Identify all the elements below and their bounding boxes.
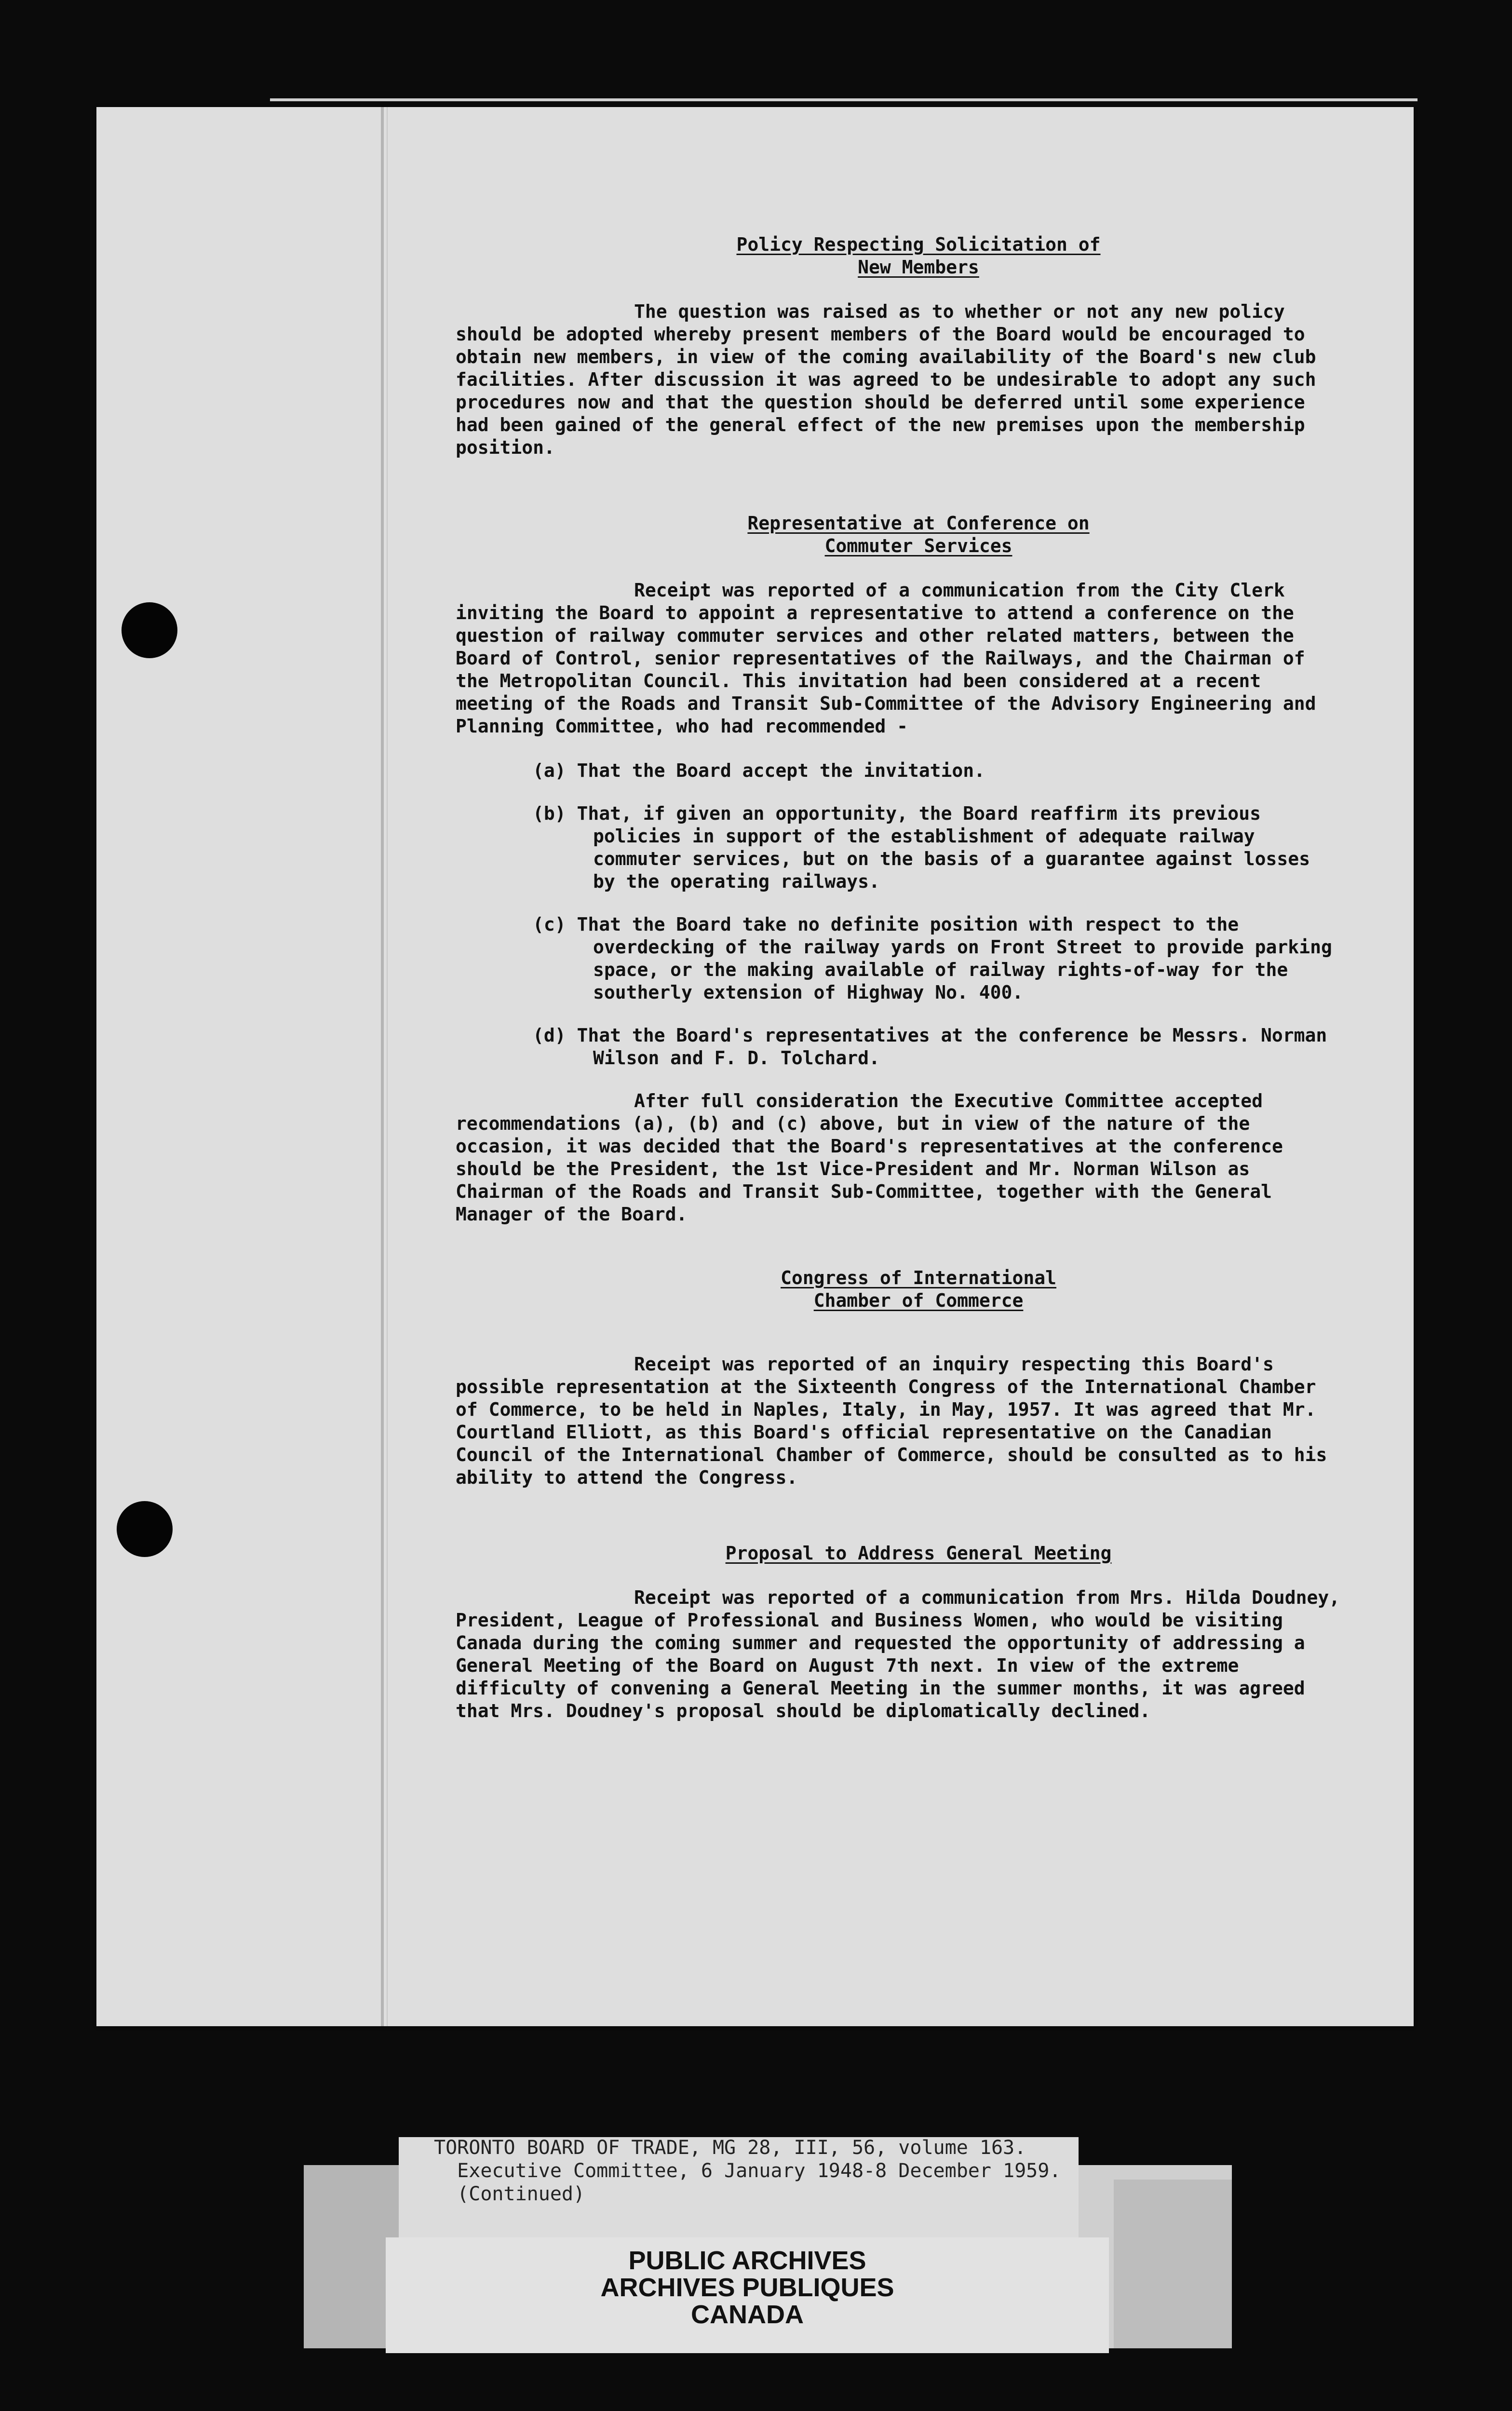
page-top-edge (270, 98, 1418, 101)
archive-stamp-text: PUBLIC ARCHIVES ARCHIVES PUBLIQUES CANADA (600, 2246, 894, 2329)
section-heading: Representative at Conference on Commuter Services (747, 513, 1090, 556)
section-paragraph: The question was raised as to whether or not any new policy should be adopted whereby present members of the Board would be encouraged to obtain new members, in view of the coming availability of the Board's new club facilities. After discussion it was agreed to be undesirable to adopt any such procedures now and that the question should be deferred until some experience had been gained of the general effect of the new premises upon the membership position. (456, 301, 1327, 458)
recommendation-list (456, 759, 1343, 1070)
section-paragraph: Receipt was reported of an inquiry respecting this Board's possible representation at the Sixteenth Congress of the International Chamber of Commerce, to be held in Naples, Italy, in May, 1957. It was agreed that Mr. Courtland Elliott, as this Board's official representative on the Canadian Council of the International Chamber of Commerce, should be consulted as to his ability to attend the Congress. (456, 1354, 1338, 1488)
document-body (456, 233, 1351, 1722)
section-paragraph: Receipt was reported of a communication from the City Clerk inviting the Board to appoint a representative to attend a conference on the question of railway commuter services and other related matters, between the Board of Control, senior representatives of the Railways, and the Chairman of the Metropolitan Council. This invitation had been considered at a recent meeting of the Roads and Transit Sub-Committee of the Advisory Engineering and Planning Committee, who had recommended - (456, 580, 1327, 737)
section-paragraph: Receipt was reported of a communication from Mrs. Hilda Doudney, President, League of Professional and Business Women, who would be visiting Canada during the coming summer and requested the opportunity of addressing a General Meeting of the Board on August 7th next. In view of the extreme difficulty of convening a General Meeting in the summer months, it was agreed that Mrs. Doudney's proposal should be diplomatically declined. (456, 1587, 1351, 1721)
punch-hole (122, 602, 177, 658)
section-heading: Policy Respecting Solicitation of New Members (736, 234, 1101, 278)
margin-rule (381, 107, 384, 2026)
list-item: (c) That the Board take no definite position with respect to the overdecking of the railway yards on Front Street to provide parking space, or the making available of railway rights-of-way for the southerly extension of Highway No. 400. (533, 914, 1332, 1003)
archive-label-text: TORONTO BOARD OF TRADE, MG 28, III, 56, volume 163. Executive Committee, 6 January 1948-8 December 1959. (Continued) (434, 2137, 1061, 2205)
archive-stamp-edge (1114, 2180, 1232, 2348)
list-item: (d) That the Board's representatives at the conference be Messrs. Norman Wilson and F. D. Tolchard. (533, 1025, 1327, 1069)
list-item: (b) That, if given an opportunity, the Board reaffirm its previous policies in support of the establishment of adequate railway commuter services, but on the basis of a guarantee against losses by the operating railways. (533, 803, 1310, 892)
section-heading: Congress of International Chamber of Commerce (781, 1267, 1056, 1311)
list-item: (a) That the Board accept the invitation. (533, 760, 985, 781)
margin-rule-secondary (387, 107, 388, 2026)
punch-hole (117, 1501, 173, 1557)
section-heading: Proposal to Address General Meeting (725, 1543, 1112, 1564)
section-paragraph: After full consideration the Executive Committee accepted recommendations (a), (b) and (c) above, but in view of the nature of the occasion, it was decided that the Board's representatives at the conference should be the President, the 1st Vice-President and Mr. Norman Wilson as Chairman of the Roads and Transit Sub-Committee, together with the General Manager of the Board. (456, 1090, 1294, 1225)
document-page (96, 107, 1414, 2026)
